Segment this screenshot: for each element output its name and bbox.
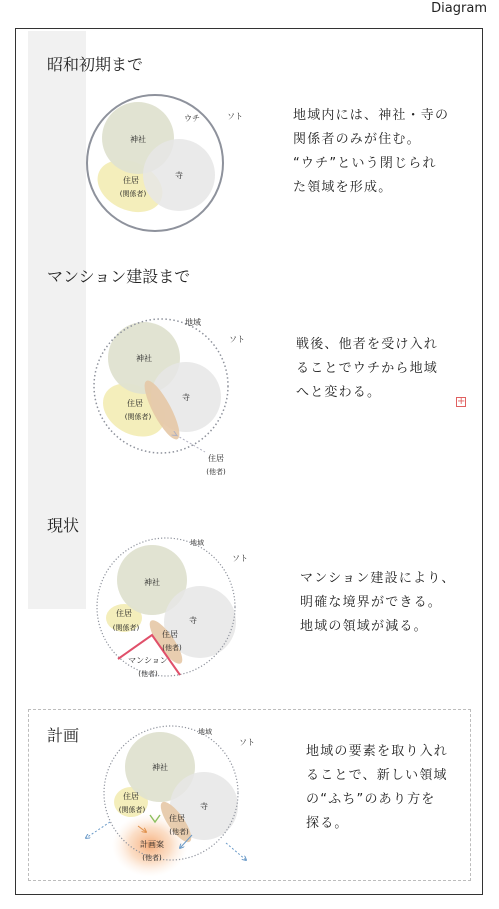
housing2-sub-label: (他者): [169, 828, 189, 836]
uchi-label: ウチ: [184, 114, 200, 123]
region-label: 地域: [190, 539, 204, 547]
housing2-label: 住居: [162, 630, 178, 639]
desc-line: 地域内には、神社・寺の: [293, 108, 450, 123]
desc-line: へと変わる。: [296, 385, 382, 400]
shrine-label: 神社: [136, 354, 152, 363]
housing-label: 住居: [127, 399, 143, 408]
expand-plus-icon[interactable]: +: [457, 396, 466, 407]
housing-label: 住居: [116, 609, 132, 618]
housing-sub-label: (関係者): [118, 806, 146, 814]
section-title-mansion-before: マンション建設まで: [47, 267, 191, 286]
desc-line: 戦後、他者を受け入れ: [296, 337, 439, 352]
desc-line: 明確な境界ができる。: [300, 595, 443, 610]
section-title-plan: 計画: [47, 726, 80, 745]
desc-line: 関係者のみが住む。: [293, 132, 421, 147]
housing-label: 住居: [123, 792, 139, 801]
housing-label: 住居: [123, 176, 139, 185]
arrow-left-icon: [86, 822, 110, 838]
diagram-plan: [86, 726, 255, 877]
desc-line: 地域の要素を取り入れ: [306, 744, 449, 759]
desc-line: マンション建設により、: [300, 571, 456, 586]
desc-line: の“ふち”のあり方を: [306, 792, 436, 807]
soto-label: ソト: [227, 112, 243, 121]
plan-sub-label: (他者): [142, 854, 162, 862]
desc-line: “ウチ”という閉じられ: [293, 156, 437, 171]
section-title-current: 現状: [47, 516, 80, 535]
diagram-showa: [87, 95, 243, 231]
housing2-sub-label: (他者): [162, 644, 182, 652]
soto-label: ソト: [239, 738, 255, 747]
shrine-label: 神社: [144, 578, 160, 587]
diagram-mansion-before: [93, 317, 245, 476]
housing-sub-label: (関係者): [112, 624, 140, 632]
temple-label: 寺: [189, 616, 197, 625]
desc-line: 地域の領域が減る。: [300, 619, 428, 634]
region-label: 地域: [198, 728, 212, 736]
soto-label: ソト: [232, 554, 248, 563]
housing2-sub-label: (他者): [206, 468, 226, 476]
mansion-label: マンション: [128, 656, 168, 665]
mansion-sub-label: (他者): [138, 670, 158, 678]
shrine-label: 神社: [130, 135, 146, 144]
shrine-label: 神社: [152, 763, 168, 772]
desc-line: た領域を形成。: [293, 180, 393, 195]
soto-label: ソト: [229, 335, 245, 344]
domain-tag: Diagram: [431, 1, 487, 16]
region-label: 地域: [185, 318, 201, 327]
desc-line: ることでウチから地域: [296, 361, 439, 376]
temple-label: 寺: [175, 171, 183, 180]
temple-label: 寺: [200, 802, 208, 811]
housing-sub-label: (関係者): [119, 190, 147, 198]
arrow-right-icon: [226, 843, 246, 860]
desc-line: 探る。: [306, 816, 349, 831]
housing-sub-label: (関係者): [124, 413, 152, 421]
desc-line: ることで、新しい領域: [306, 768, 448, 783]
diagram-current: [97, 538, 248, 678]
temple-label: 寺: [182, 393, 190, 402]
housing2-label: 住居: [169, 814, 185, 823]
section-title-showa: 昭和初期まで: [47, 55, 144, 74]
plan-label: 計画案: [140, 840, 164, 849]
housing2-label: 住居: [208, 454, 224, 463]
